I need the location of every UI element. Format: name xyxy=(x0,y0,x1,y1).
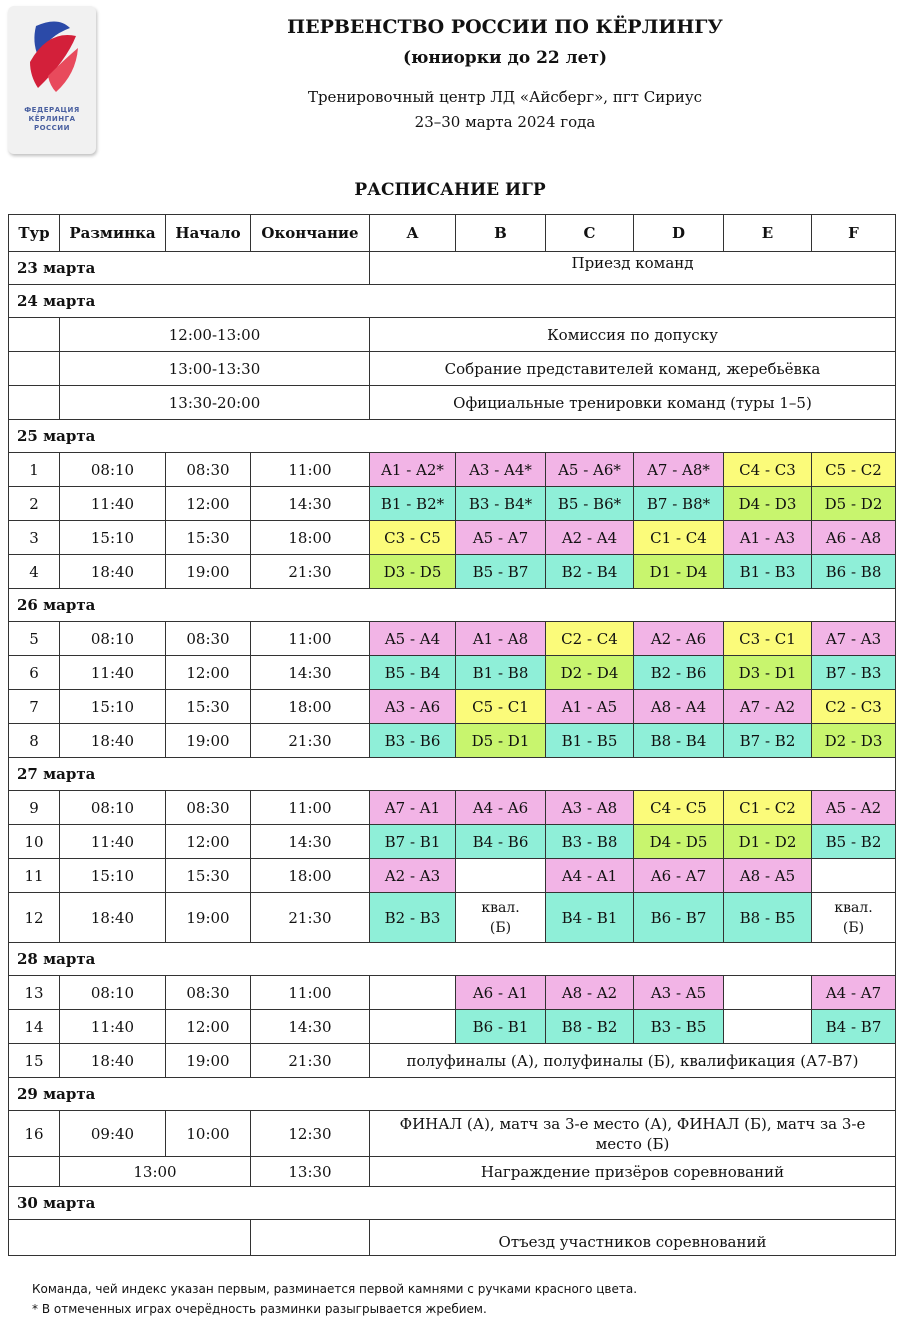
game-cell: C1 - C4 xyxy=(634,521,724,555)
game-cell: C5 - C1 xyxy=(456,690,546,724)
logo-line: КЁРЛИНГА xyxy=(28,115,76,123)
start-cell: 08:30 xyxy=(166,622,251,656)
time-cell: 12:00-13:00 xyxy=(60,318,370,352)
game-cell: C2 - C3 xyxy=(812,690,896,724)
end-cell: 21:30 xyxy=(251,724,370,758)
round-cell: 5 xyxy=(9,622,60,656)
date-cell: 26 марта xyxy=(9,589,896,622)
end-cell: 13:30 xyxy=(251,1157,370,1187)
start-cell: 10:00 xyxy=(166,1111,251,1157)
game-cell: D5 - D1 xyxy=(456,724,546,758)
game-cell: A4 - A7 xyxy=(812,976,896,1010)
end-cell: 21:30 xyxy=(251,555,370,589)
game-cell: A3 - A5 xyxy=(634,976,724,1010)
game-cell: B1 - B8 xyxy=(456,656,546,690)
table-row xyxy=(9,656,896,690)
date-cell: 23 марта xyxy=(9,252,370,285)
game-cell: B7 - B2 xyxy=(724,724,812,758)
column-header: E xyxy=(724,215,812,252)
game-cell: D2 - D4 xyxy=(546,656,634,690)
table-row xyxy=(9,1111,896,1157)
footnote: * В отмеченных играх очерёдность разминки разыгрывается жребием. xyxy=(32,1302,487,1316)
game-cell: D1 - D4 xyxy=(634,555,724,589)
game-cell: A5 - A6* xyxy=(546,453,634,487)
round-cell xyxy=(9,318,60,352)
game-cell: D3 - D5 xyxy=(370,555,456,589)
game-cell: B6 - B8 xyxy=(812,555,896,589)
table-row xyxy=(9,1044,896,1078)
federation-logo xyxy=(8,6,96,154)
round-cell: 7 xyxy=(9,690,60,724)
table-row xyxy=(9,825,896,859)
end-cell: 11:00 xyxy=(251,791,370,825)
table-row xyxy=(9,285,896,318)
game-cell: A3 - A8 xyxy=(546,791,634,825)
table-row xyxy=(9,589,896,622)
warmup-cell: 08:10 xyxy=(60,791,166,825)
game-cell: C3 - C1 xyxy=(724,622,812,656)
end-cell: 14:30 xyxy=(251,825,370,859)
start-cell: 08:30 xyxy=(166,976,251,1010)
schedule-table xyxy=(8,214,896,1256)
warmup-cell: 18:40 xyxy=(60,893,166,943)
game-cell: B2 - B3 xyxy=(370,893,456,943)
game-cell: B5 - B7 xyxy=(456,555,546,589)
table-row xyxy=(9,943,896,976)
warmup-cell: 18:40 xyxy=(60,1044,166,1078)
start-cell: 08:30 xyxy=(166,791,251,825)
table-row xyxy=(9,453,896,487)
start-cell: 15:30 xyxy=(166,521,251,555)
game-cell: A7 - A2 xyxy=(724,690,812,724)
table-row xyxy=(9,386,896,420)
event-dates: 23–30 марта 2024 года xyxy=(414,113,596,131)
game-cell: A5 - A7 xyxy=(456,521,546,555)
warmup-cell: 11:40 xyxy=(60,825,166,859)
round-cell: 15 xyxy=(9,1044,60,1078)
end-cell: 18:00 xyxy=(251,521,370,555)
game-cell: A3 - A6 xyxy=(370,690,456,724)
game-cell: B1 - B3 xyxy=(724,555,812,589)
table-row xyxy=(9,352,896,386)
game-cell: C1 - C2 xyxy=(724,791,812,825)
schedule-title: РАСПИСАНИЕ ИГР xyxy=(354,180,546,200)
game-cell: A7 - A1 xyxy=(370,791,456,825)
end-cell: 11:00 xyxy=(251,453,370,487)
game-cell: B8 - B4 xyxy=(634,724,724,758)
game-cell: B5 - B2 xyxy=(812,825,896,859)
round-cell: 4 xyxy=(9,555,60,589)
game-cell xyxy=(456,859,546,893)
game-cell: D3 - D1 xyxy=(724,656,812,690)
game-cell xyxy=(370,976,456,1010)
time-cell: 13:00 xyxy=(60,1157,251,1187)
game-cell xyxy=(724,1010,812,1044)
empty-cell xyxy=(251,1220,370,1256)
game-cell: D4 - D5 xyxy=(634,825,724,859)
game-cell: B7 - B8* xyxy=(634,487,724,521)
document-title: ПЕРВЕНСТВО РОССИИ ПО КЁРЛИНГУ xyxy=(287,16,723,38)
round-cell: 6 xyxy=(9,656,60,690)
round-cell: 10 xyxy=(9,825,60,859)
table-row xyxy=(9,622,896,656)
footnote: Команда, чей индекс указан первым, разминается первой камнями с ручками красного цвета. xyxy=(32,1282,638,1296)
end-cell: 12:30 xyxy=(251,1111,370,1157)
column-header: Окончание xyxy=(251,215,370,252)
game-cell: B4 - B6 xyxy=(456,825,546,859)
game-cell: A1 - A5 xyxy=(546,690,634,724)
game-cell: A8 - A2 xyxy=(546,976,634,1010)
start-cell: 19:00 xyxy=(166,893,251,943)
game-cell: B6 - B1 xyxy=(456,1010,546,1044)
column-header: D xyxy=(634,215,724,252)
game-cell: A8 - A4 xyxy=(634,690,724,724)
table-row xyxy=(9,1157,896,1187)
round-cell: 1 xyxy=(9,453,60,487)
game-cell: B8 - B2 xyxy=(546,1010,634,1044)
game-cell: квал. (Б) xyxy=(456,893,546,943)
game-cell: A2 - A6 xyxy=(634,622,724,656)
end-cell: 18:00 xyxy=(251,690,370,724)
date-cell: 25 марта xyxy=(9,420,896,453)
event-cell: полуфиналы (А), полуфиналы (Б), квалификация (А7-В7) xyxy=(370,1044,896,1078)
table-row xyxy=(9,420,896,453)
game-cell: A1 - A2* xyxy=(370,453,456,487)
warmup-cell: 11:40 xyxy=(60,1010,166,1044)
round-cell: 8 xyxy=(9,724,60,758)
round-cell: 13 xyxy=(9,976,60,1010)
start-cell: 12:00 xyxy=(166,825,251,859)
game-cell: B4 - B1 xyxy=(546,893,634,943)
game-cell: A1 - A3 xyxy=(724,521,812,555)
round-cell: 3 xyxy=(9,521,60,555)
game-cell: B3 - B6 xyxy=(370,724,456,758)
date-cell: 29 марта xyxy=(9,1078,896,1111)
table-row xyxy=(9,1078,896,1111)
column-header: C xyxy=(546,215,634,252)
logo-line: ФЕДЕРАЦИЯ xyxy=(24,106,80,114)
game-cell: A5 - A2 xyxy=(812,791,896,825)
end-cell: 14:30 xyxy=(251,1010,370,1044)
round-cell: 2 xyxy=(9,487,60,521)
game-cell: квал. (Б) xyxy=(812,893,896,943)
game-cell: C4 - C5 xyxy=(634,791,724,825)
warmup-cell: 09:40 xyxy=(60,1111,166,1157)
game-cell: B1 - B2* xyxy=(370,487,456,521)
game-cell: B3 - B8 xyxy=(546,825,634,859)
table-row xyxy=(9,893,896,943)
warmup-cell: 08:10 xyxy=(60,976,166,1010)
document-subtitle: (юниорки до 22 лет) xyxy=(402,48,608,68)
start-cell: 12:00 xyxy=(166,1010,251,1044)
game-cell: A3 - A4* xyxy=(456,453,546,487)
date-cell: 27 марта xyxy=(9,758,896,791)
warmup-cell: 15:10 xyxy=(60,859,166,893)
table-row xyxy=(9,318,896,352)
game-cell: D4 - D3 xyxy=(724,487,812,521)
start-cell: 19:00 xyxy=(166,1044,251,1078)
event-cell: Комиссия по допуску xyxy=(370,318,896,352)
game-cell: A7 - A3 xyxy=(812,622,896,656)
game-cell xyxy=(812,859,896,893)
column-header: F xyxy=(812,215,896,252)
table-header-row xyxy=(9,215,896,252)
time-cell: 13:00-13:30 xyxy=(60,352,370,386)
game-cell: A2 - A3 xyxy=(370,859,456,893)
column-header: B xyxy=(456,215,546,252)
table-row xyxy=(9,1187,896,1220)
game-cell: B2 - B4 xyxy=(546,555,634,589)
logo-line: РОССИИ xyxy=(33,124,71,132)
start-cell: 19:00 xyxy=(166,555,251,589)
start-cell: 08:30 xyxy=(166,453,251,487)
end-cell: 14:30 xyxy=(251,656,370,690)
game-cell: A6 - A1 xyxy=(456,976,546,1010)
end-cell: 14:30 xyxy=(251,487,370,521)
game-cell: B8 - B5 xyxy=(724,893,812,943)
round-cell: 14 xyxy=(9,1010,60,1044)
table-row xyxy=(9,1010,896,1044)
date-cell: 28 марта xyxy=(9,943,896,976)
game-cell: C3 - C5 xyxy=(370,521,456,555)
table-row xyxy=(9,791,896,825)
round-cell xyxy=(9,352,60,386)
end-cell: 18:00 xyxy=(251,859,370,893)
venue: Тренировочный центр ЛД «Айсберг», пгт Сириус xyxy=(307,88,703,106)
table-row xyxy=(9,252,896,285)
round-cell: 12 xyxy=(9,893,60,943)
game-cell xyxy=(724,976,812,1010)
table-row xyxy=(9,521,896,555)
column-header: Тур xyxy=(9,215,60,252)
start-cell: 12:00 xyxy=(166,656,251,690)
table-row xyxy=(9,976,896,1010)
column-header: Разминка xyxy=(60,215,166,252)
table-row xyxy=(9,758,896,791)
game-cell: A2 - A4 xyxy=(546,521,634,555)
game-cell: A7 - A8* xyxy=(634,453,724,487)
game-cell: C5 - C2 xyxy=(812,453,896,487)
time-cell: 13:30-20:00 xyxy=(60,386,370,420)
game-cell: B5 - B6* xyxy=(546,487,634,521)
end-cell: 21:30 xyxy=(251,893,370,943)
game-cell: B3 - B5 xyxy=(634,1010,724,1044)
event-cell: Отъезд участников соревнований xyxy=(370,1220,896,1256)
game-cell: C4 - C3 xyxy=(724,453,812,487)
table-row xyxy=(9,859,896,893)
game-cell: A6 - A8 xyxy=(812,521,896,555)
curling-logo-icon xyxy=(8,6,96,106)
warmup-cell: 15:10 xyxy=(60,521,166,555)
game-cell: A4 - A6 xyxy=(456,791,546,825)
start-cell: 19:00 xyxy=(166,724,251,758)
table-row xyxy=(9,1220,896,1256)
game-cell: B7 - B1 xyxy=(370,825,456,859)
event-cell: Собрание представителей команд, жеребьёвка xyxy=(370,352,896,386)
column-header: Начало xyxy=(166,215,251,252)
game-cell: A5 - A4 xyxy=(370,622,456,656)
round-cell: 11 xyxy=(9,859,60,893)
warmup-cell: 18:40 xyxy=(60,555,166,589)
event-cell: Награждение призёров соревнований xyxy=(370,1157,896,1187)
game-cell: D5 - D2 xyxy=(812,487,896,521)
logo-text xyxy=(8,106,96,133)
game-cell: A8 - A5 xyxy=(724,859,812,893)
date-cell: 30 марта xyxy=(9,1187,896,1220)
table-row xyxy=(9,555,896,589)
game-cell: B7 - B3 xyxy=(812,656,896,690)
end-cell: 11:00 xyxy=(251,622,370,656)
date-cell: 24 марта xyxy=(9,285,896,318)
event-cell: ФИНАЛ (А), матч за 3-е место (А), ФИНАЛ (Б), матч за 3-е место (Б) xyxy=(370,1111,896,1157)
game-cell: A4 - A1 xyxy=(546,859,634,893)
event-cell: Приезд команд xyxy=(370,252,896,285)
warmup-cell: 08:10 xyxy=(60,453,166,487)
warmup-cell: 11:40 xyxy=(60,656,166,690)
game-cell: B3 - B4* xyxy=(456,487,546,521)
game-cell: C2 - C4 xyxy=(546,622,634,656)
game-cell: B1 - B5 xyxy=(546,724,634,758)
table-row xyxy=(9,724,896,758)
warmup-cell: 15:10 xyxy=(60,690,166,724)
round-cell: 16 xyxy=(9,1111,60,1157)
warmup-cell: 18:40 xyxy=(60,724,166,758)
game-cell: B4 - B7 xyxy=(812,1010,896,1044)
game-cell: B2 - B6 xyxy=(634,656,724,690)
end-cell: 21:30 xyxy=(251,1044,370,1078)
game-cell: A6 - A7 xyxy=(634,859,724,893)
event-cell: Официальные тренировки команд (туры 1–5) xyxy=(370,386,896,420)
game-cell: D1 - D2 xyxy=(724,825,812,859)
table-row xyxy=(9,487,896,521)
round-cell xyxy=(9,386,60,420)
empty-cell xyxy=(9,1220,251,1256)
round-cell xyxy=(9,1157,60,1187)
start-cell: 15:30 xyxy=(166,859,251,893)
table-body xyxy=(9,252,896,1256)
warmup-cell: 11:40 xyxy=(60,487,166,521)
game-cell: B6 - B7 xyxy=(634,893,724,943)
end-cell: 11:00 xyxy=(251,976,370,1010)
game-cell: A1 - A8 xyxy=(456,622,546,656)
start-cell: 12:00 xyxy=(166,487,251,521)
game-cell xyxy=(370,1010,456,1044)
warmup-cell: 08:10 xyxy=(60,622,166,656)
game-cell: D2 - D3 xyxy=(812,724,896,758)
start-cell: 15:30 xyxy=(166,690,251,724)
game-cell: B5 - B4 xyxy=(370,656,456,690)
table-row xyxy=(9,690,896,724)
round-cell: 9 xyxy=(9,791,60,825)
column-header: A xyxy=(370,215,456,252)
